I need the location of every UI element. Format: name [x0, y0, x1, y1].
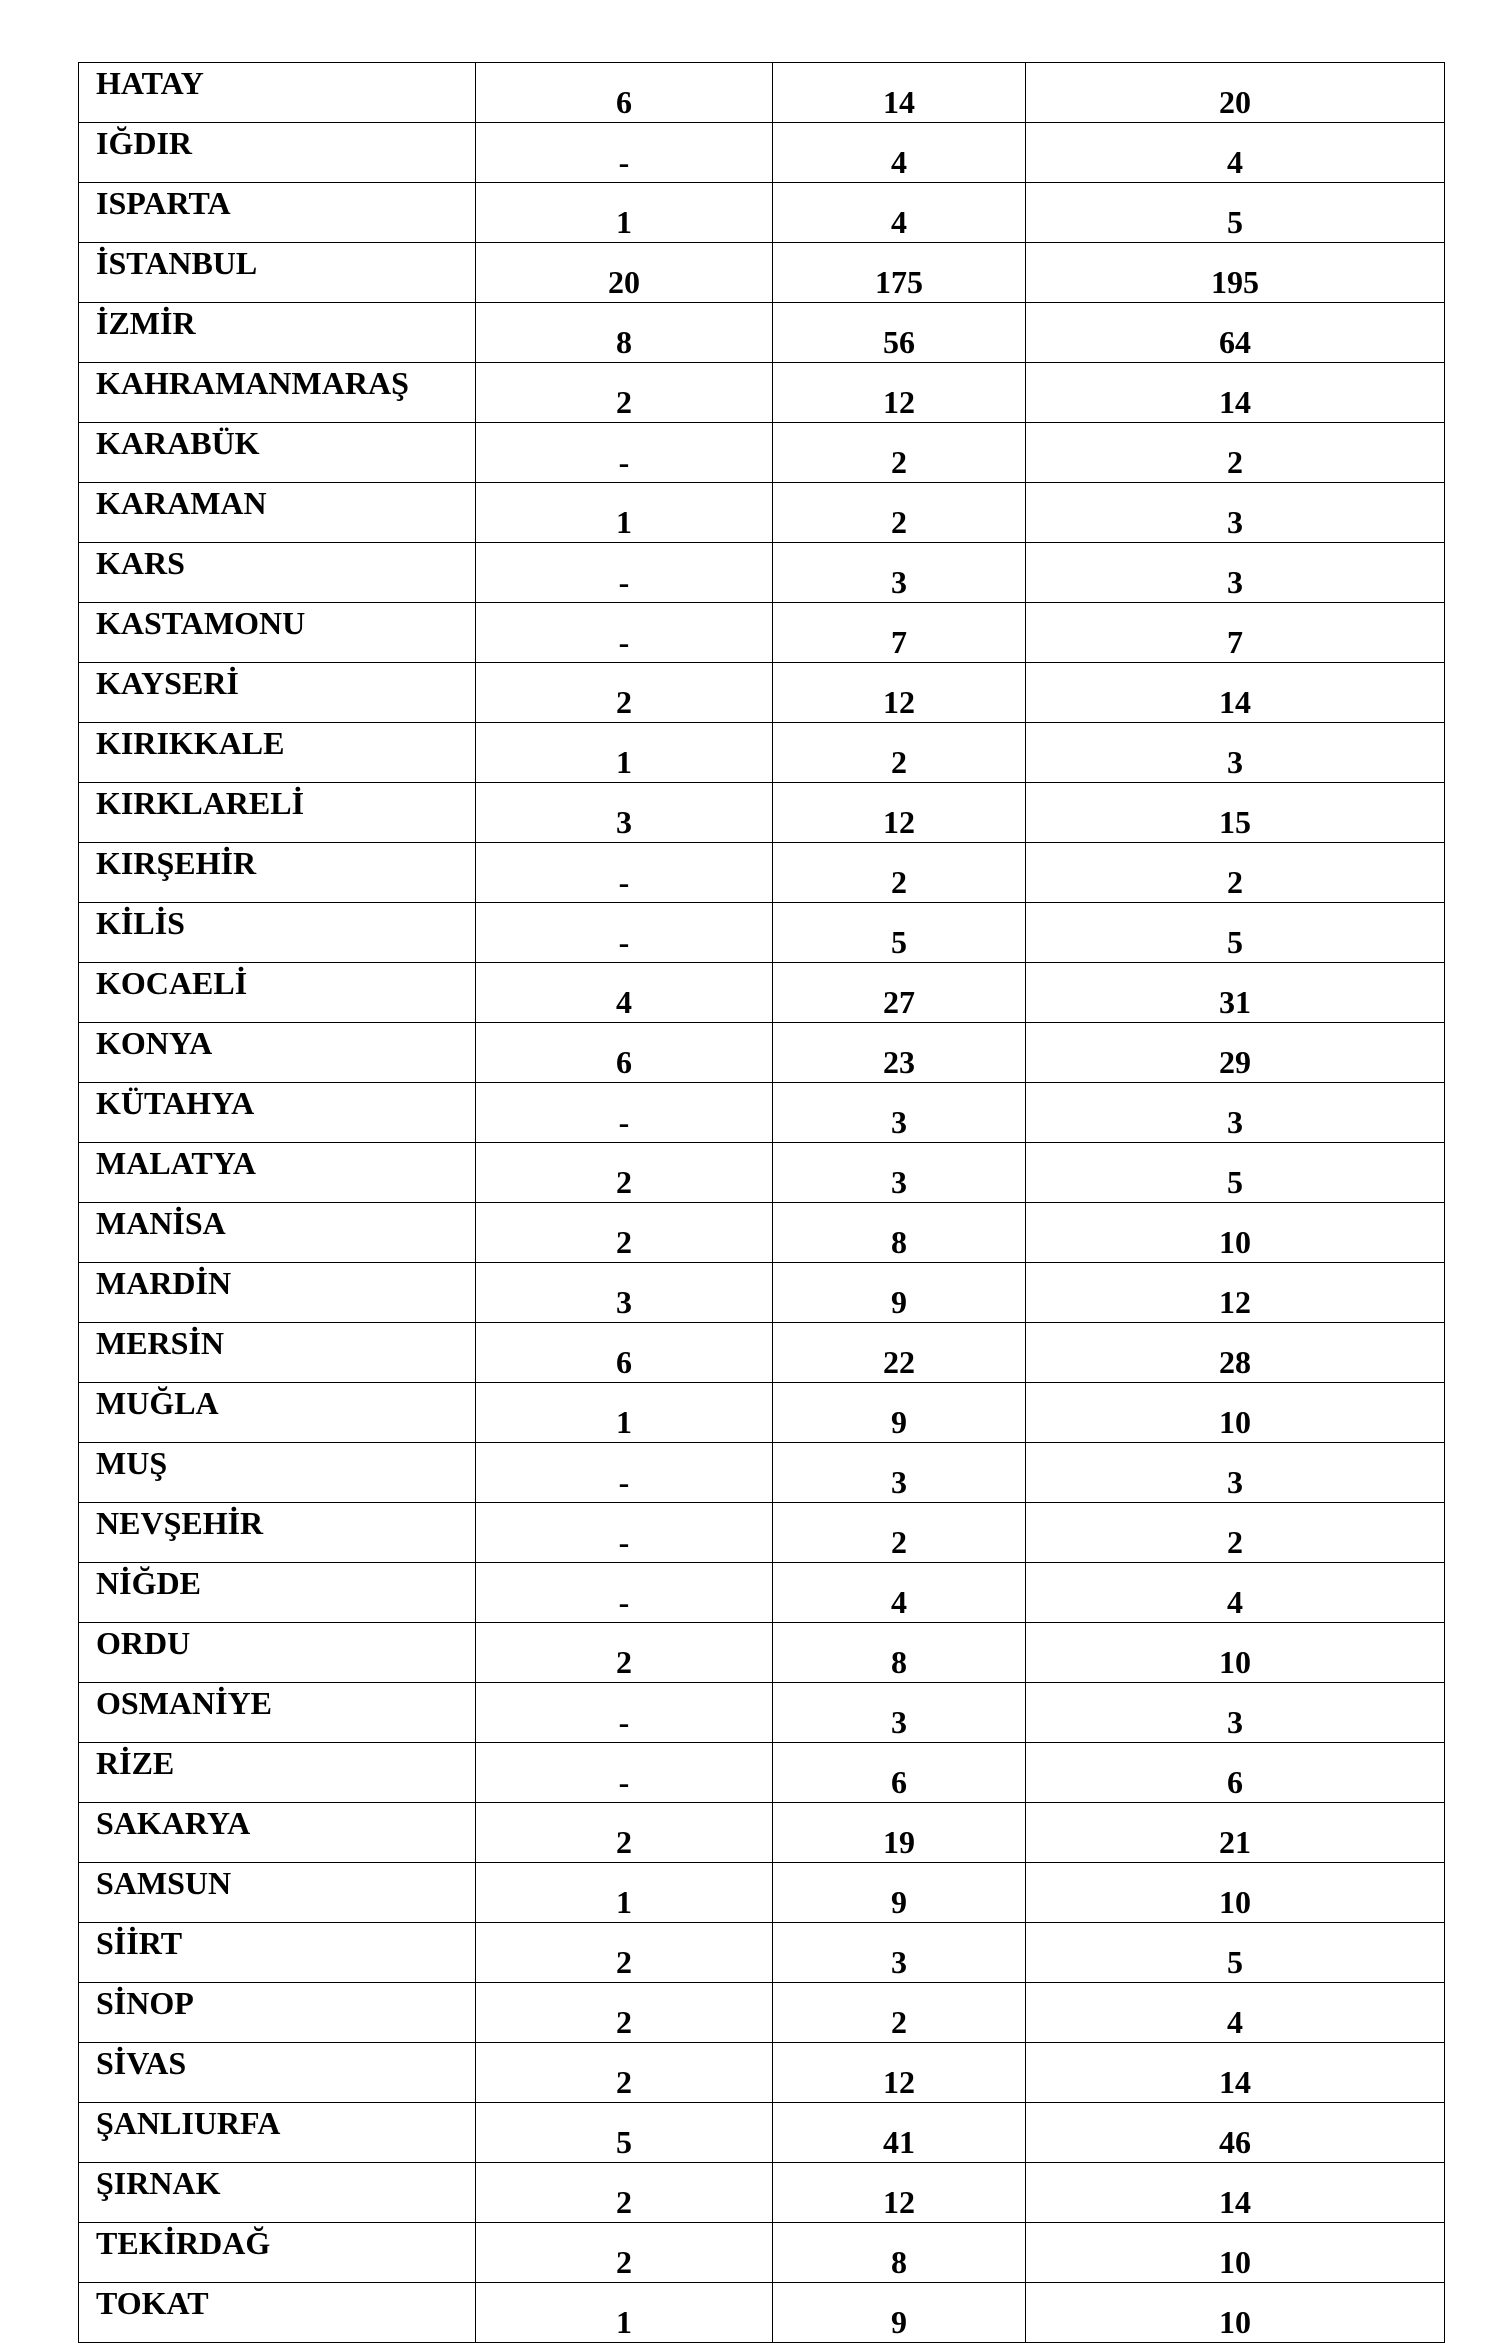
value-cell-col2: 8	[773, 1203, 1026, 1263]
table-row	[79, 2043, 1445, 2103]
table-row	[79, 1383, 1445, 1443]
table-row	[79, 2283, 1445, 2343]
province-name-cell: SİNOP	[79, 1983, 476, 2043]
province-name-cell: KAHRAMANMARAŞ	[79, 363, 476, 423]
province-name-cell: KIRKLARELİ	[79, 783, 476, 843]
table-row	[79, 1203, 1445, 1263]
province-name-cell: IĞDIR	[79, 123, 476, 183]
value-cell-col3: 10	[1026, 1203, 1445, 1263]
value-cell-col2: 3	[773, 1443, 1026, 1503]
value-cell-col2: 3	[773, 543, 1026, 603]
table-row	[79, 1083, 1445, 1143]
value-cell-col3: 5	[1026, 1143, 1445, 1203]
value-cell-col2: 2	[773, 723, 1026, 783]
value-cell-col1: 2	[476, 1983, 773, 2043]
table-row	[79, 423, 1445, 483]
value-cell-col3: 5	[1026, 1923, 1445, 1983]
value-cell-col1: 2	[476, 1803, 773, 1863]
province-name-cell: KIRIKKALE	[79, 723, 476, 783]
value-cell-col3: 3	[1026, 1683, 1445, 1743]
province-name-cell: SİİRT	[79, 1923, 476, 1983]
value-cell-col3: 31	[1026, 963, 1445, 1023]
value-cell-col2: 175	[773, 243, 1026, 303]
province-name-cell: İSTANBUL	[79, 243, 476, 303]
value-cell-col2: 8	[773, 2223, 1026, 2283]
value-cell-col2: 7	[773, 603, 1026, 663]
table-row	[79, 783, 1445, 843]
value-cell-col1: 2	[476, 1623, 773, 1683]
province-name-cell: KARABÜK	[79, 423, 476, 483]
value-cell-col1: -	[476, 1443, 773, 1503]
value-cell-col3: 12	[1026, 1263, 1445, 1323]
province-name-cell: TEKİRDAĞ	[79, 2223, 476, 2283]
province-name-cell: ŞIRNAK	[79, 2163, 476, 2223]
value-cell-col3: 10	[1026, 2283, 1445, 2343]
province-name-cell: MANİSA	[79, 1203, 476, 1263]
value-cell-col1: 2	[476, 1203, 773, 1263]
value-cell-col3: 14	[1026, 663, 1445, 723]
value-cell-col2: 4	[773, 123, 1026, 183]
value-cell-col1: 2	[476, 1143, 773, 1203]
value-cell-col3: 5	[1026, 183, 1445, 243]
table-body	[79, 63, 1445, 2343]
table-row	[79, 363, 1445, 423]
value-cell-col1: -	[476, 543, 773, 603]
province-name-cell: KASTAMONU	[79, 603, 476, 663]
province-name-cell: OSMANİYE	[79, 1683, 476, 1743]
table-row	[79, 1323, 1445, 1383]
value-cell-col3: 3	[1026, 1083, 1445, 1143]
value-cell-col1: -	[476, 1503, 773, 1563]
value-cell-col1: 2	[476, 663, 773, 723]
province-name-cell: TOKAT	[79, 2283, 476, 2343]
table-row	[79, 1023, 1445, 1083]
value-cell-col1: 1	[476, 723, 773, 783]
table-row	[79, 1263, 1445, 1323]
value-cell-col2: 56	[773, 303, 1026, 363]
value-cell-col1: -	[476, 843, 773, 903]
value-cell-col2: 2	[773, 483, 1026, 543]
value-cell-col3: 28	[1026, 1323, 1445, 1383]
province-name-cell: MERSİN	[79, 1323, 476, 1383]
province-name-cell: İZMİR	[79, 303, 476, 363]
value-cell-col1: 5	[476, 2103, 773, 2163]
value-cell-col1: 4	[476, 963, 773, 1023]
province-name-cell: NEVŞEHİR	[79, 1503, 476, 1563]
province-name-cell: ISPARTA	[79, 183, 476, 243]
table-row	[79, 1803, 1445, 1863]
value-cell-col3: 10	[1026, 1623, 1445, 1683]
value-cell-col1: 2	[476, 2163, 773, 2223]
value-cell-col2: 4	[773, 183, 1026, 243]
province-name-cell: HATAY	[79, 63, 476, 123]
table-row	[79, 1863, 1445, 1923]
value-cell-col3: 2	[1026, 423, 1445, 483]
table-row	[79, 2103, 1445, 2163]
value-cell-col2: 12	[773, 2043, 1026, 2103]
value-cell-col3: 7	[1026, 603, 1445, 663]
value-cell-col2: 19	[773, 1803, 1026, 1863]
table-row	[79, 1683, 1445, 1743]
province-name-cell: KONYA	[79, 1023, 476, 1083]
value-cell-col1: 2	[476, 2223, 773, 2283]
value-cell-col1: 1	[476, 2283, 773, 2343]
table-row	[79, 1623, 1445, 1683]
value-cell-col2: 5	[773, 903, 1026, 963]
value-cell-col1: 6	[476, 1023, 773, 1083]
value-cell-col3: 2	[1026, 1503, 1445, 1563]
value-cell-col3: 14	[1026, 2043, 1445, 2103]
value-cell-col2: 23	[773, 1023, 1026, 1083]
table-row	[79, 1503, 1445, 1563]
value-cell-col1: -	[476, 123, 773, 183]
value-cell-col3: 6	[1026, 1743, 1445, 1803]
province-name-cell: ŞANLIURFA	[79, 2103, 476, 2163]
value-cell-col2: 2	[773, 423, 1026, 483]
value-cell-col3: 3	[1026, 1443, 1445, 1503]
value-cell-col3: 3	[1026, 723, 1445, 783]
province-name-cell: KİLİS	[79, 903, 476, 963]
province-name-cell: SAMSUN	[79, 1863, 476, 1923]
value-cell-col2: 4	[773, 1563, 1026, 1623]
value-cell-col2: 12	[773, 2163, 1026, 2223]
value-cell-col3: 4	[1026, 1563, 1445, 1623]
table-row	[79, 843, 1445, 903]
value-cell-col1: 20	[476, 243, 773, 303]
value-cell-col2: 8	[773, 1623, 1026, 1683]
value-cell-col1: 3	[476, 1263, 773, 1323]
province-name-cell: KÜTAHYA	[79, 1083, 476, 1143]
table-row	[79, 1983, 1445, 2043]
table-row	[79, 543, 1445, 603]
table-row	[79, 603, 1445, 663]
value-cell-col2: 9	[773, 1863, 1026, 1923]
table-row	[79, 2163, 1445, 2223]
value-cell-col1: 6	[476, 63, 773, 123]
province-name-cell: MARDİN	[79, 1263, 476, 1323]
value-cell-col2: 12	[773, 783, 1026, 843]
value-cell-col2: 14	[773, 63, 1026, 123]
value-cell-col3: 195	[1026, 243, 1445, 303]
value-cell-col2: 3	[773, 1083, 1026, 1143]
province-name-cell: MUŞ	[79, 1443, 476, 1503]
province-name-cell: RİZE	[79, 1743, 476, 1803]
value-cell-col3: 14	[1026, 363, 1445, 423]
value-cell-col1: 2	[476, 2043, 773, 2103]
table-row	[79, 1443, 1445, 1503]
value-cell-col1: -	[476, 903, 773, 963]
value-cell-col3: 4	[1026, 123, 1445, 183]
value-cell-col1: -	[476, 1743, 773, 1803]
value-cell-col2: 27	[773, 963, 1026, 1023]
value-cell-col2: 12	[773, 663, 1026, 723]
value-cell-col2: 3	[773, 1143, 1026, 1203]
value-cell-col3: 3	[1026, 483, 1445, 543]
value-cell-col2: 22	[773, 1323, 1026, 1383]
value-cell-col1: 1	[476, 483, 773, 543]
value-cell-col2: 6	[773, 1743, 1026, 1803]
value-cell-col3: 20	[1026, 63, 1445, 123]
table-row	[79, 1743, 1445, 1803]
value-cell-col2: 41	[773, 2103, 1026, 2163]
province-name-cell: KOCAELİ	[79, 963, 476, 1023]
value-cell-col3: 21	[1026, 1803, 1445, 1863]
table-row	[79, 663, 1445, 723]
value-cell-col3: 10	[1026, 2223, 1445, 2283]
table-row	[79, 1923, 1445, 1983]
value-cell-col1: -	[476, 1083, 773, 1143]
value-cell-col2: 9	[773, 1383, 1026, 1443]
table-row	[79, 303, 1445, 363]
value-cell-col2: 2	[773, 1503, 1026, 1563]
province-name-cell: KARS	[79, 543, 476, 603]
value-cell-col3: 4	[1026, 1983, 1445, 2043]
value-cell-col1: 2	[476, 1923, 773, 1983]
province-name-cell: ORDU	[79, 1623, 476, 1683]
value-cell-col2: 3	[773, 1683, 1026, 1743]
value-cell-col3: 5	[1026, 903, 1445, 963]
value-cell-col3: 2	[1026, 843, 1445, 903]
value-cell-col3: 10	[1026, 1863, 1445, 1923]
value-cell-col2: 2	[773, 1983, 1026, 2043]
province-name-cell: KIRŞEHİR	[79, 843, 476, 903]
value-cell-col2: 12	[773, 363, 1026, 423]
value-cell-col3: 3	[1026, 543, 1445, 603]
table-row	[79, 2223, 1445, 2283]
value-cell-col1: 8	[476, 303, 773, 363]
province-name-cell: SİVAS	[79, 2043, 476, 2103]
value-cell-col2: 3	[773, 1923, 1026, 1983]
value-cell-col2: 9	[773, 1263, 1026, 1323]
province-name-cell: SAKARYA	[79, 1803, 476, 1863]
province-name-cell: KARAMAN	[79, 483, 476, 543]
value-cell-col1: 1	[476, 183, 773, 243]
table-row	[79, 1143, 1445, 1203]
province-name-cell: MUĞLA	[79, 1383, 476, 1443]
value-cell-col3: 64	[1026, 303, 1445, 363]
table-row	[79, 723, 1445, 783]
value-cell-col3: 15	[1026, 783, 1445, 843]
value-cell-col1: -	[476, 1563, 773, 1623]
value-cell-col1: 1	[476, 1863, 773, 1923]
table-row	[79, 243, 1445, 303]
value-cell-col3: 29	[1026, 1023, 1445, 1083]
value-cell-col1: -	[476, 603, 773, 663]
value-cell-col3: 10	[1026, 1383, 1445, 1443]
table-row	[79, 903, 1445, 963]
value-cell-col3: 14	[1026, 2163, 1445, 2223]
value-cell-col1: 1	[476, 1383, 773, 1443]
province-name-cell: NİĞDE	[79, 1563, 476, 1623]
province-name-cell: MALATYA	[79, 1143, 476, 1203]
table-row	[79, 63, 1445, 123]
value-cell-col1: 6	[476, 1323, 773, 1383]
table-row	[79, 183, 1445, 243]
value-cell-col2: 9	[773, 2283, 1026, 2343]
table-row	[79, 1563, 1445, 1623]
value-cell-col1: -	[476, 1683, 773, 1743]
value-cell-col1: -	[476, 423, 773, 483]
value-cell-col1: 3	[476, 783, 773, 843]
value-cell-col3: 46	[1026, 2103, 1445, 2163]
province-name-cell: KAYSERİ	[79, 663, 476, 723]
table-row	[79, 123, 1445, 183]
value-cell-col1: 2	[476, 363, 773, 423]
province-table	[78, 62, 1445, 2343]
value-cell-col2: 2	[773, 843, 1026, 903]
table-row	[79, 483, 1445, 543]
table-row	[79, 963, 1445, 1023]
